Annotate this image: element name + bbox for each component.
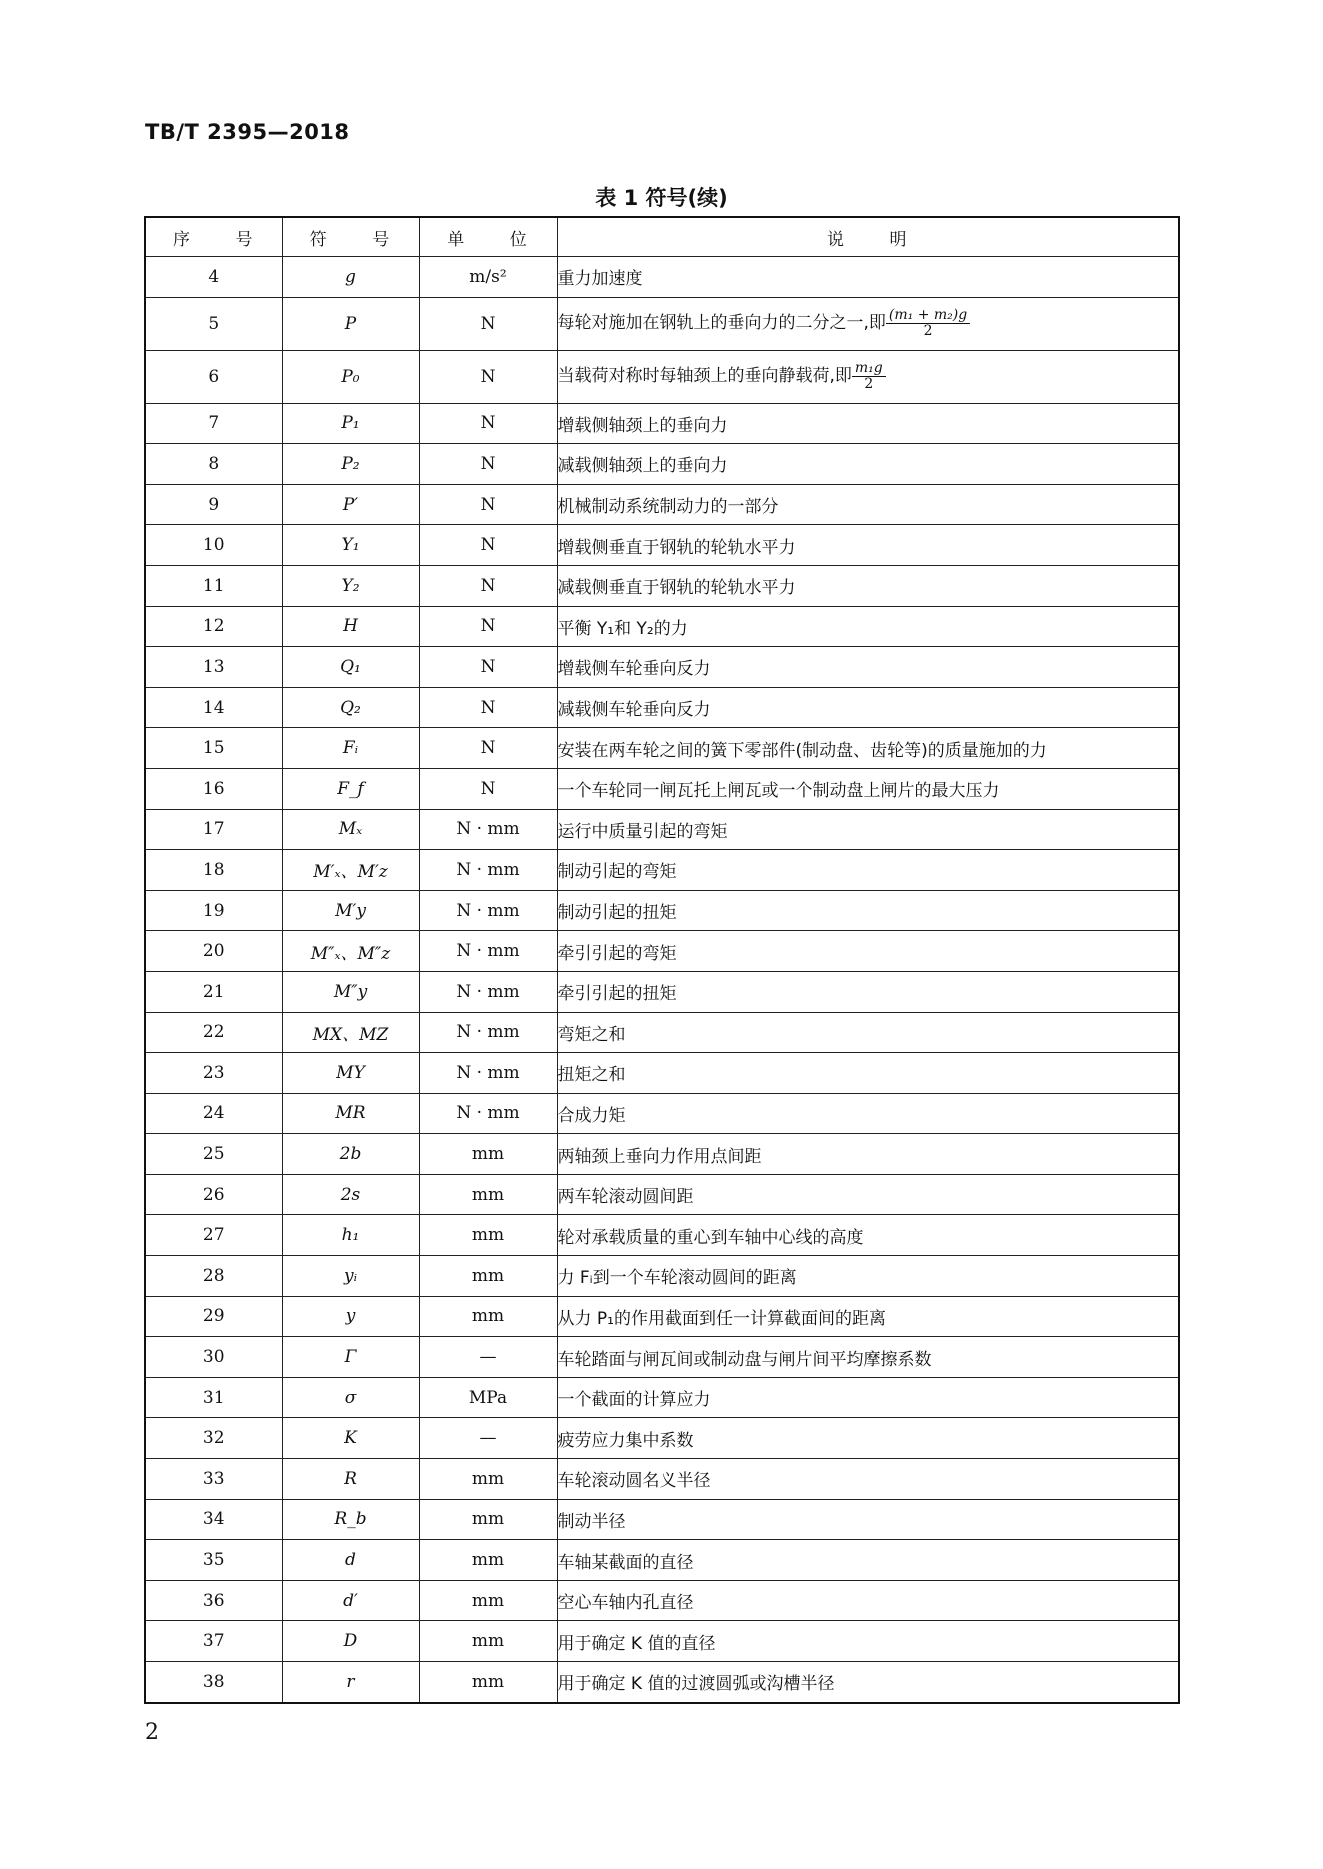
row-number: 9 [145, 484, 282, 525]
row-description [557, 931, 1179, 972]
row-number: 12 [145, 606, 282, 647]
fraction-denominator: 2 [864, 376, 874, 393]
table-row [145, 1499, 1179, 1540]
row-description [557, 768, 1179, 809]
row-description [557, 565, 1179, 606]
row-description [557, 1540, 1179, 1581]
fraction-denominator: 2 [923, 323, 933, 340]
table-row [145, 890, 1179, 931]
row-description [557, 1621, 1179, 1662]
row-unit: m/s² [419, 257, 557, 298]
description-text: 用于确定 K 值的过渡圆弧或沟槽半径 [557, 1674, 835, 1695]
col-header-description: 说 明 [557, 217, 1179, 257]
description-text: 一个车轮同一闸瓦托上闸瓦或一个制动盘上闸片的最大压力 [557, 781, 1000, 802]
table-row [145, 850, 1179, 891]
row-symbol: g [282, 257, 419, 298]
table-row [145, 728, 1179, 769]
row-unit: N · mm [419, 890, 557, 931]
row-description [557, 890, 1179, 931]
table-row [145, 971, 1179, 1012]
row-unit: mm [419, 1621, 557, 1662]
row-number: 5 [145, 297, 282, 350]
table-row [145, 525, 1179, 566]
row-number: 35 [145, 1540, 282, 1581]
description-text: 车轴某截面的直径 [557, 1552, 694, 1573]
description-text: 减载侧垂直于钢轨的轮轨水平力 [557, 578, 796, 599]
table-row [145, 1093, 1179, 1134]
table-row [145, 257, 1179, 298]
table-row [145, 1377, 1179, 1418]
table-row [145, 350, 1179, 403]
table-row [145, 768, 1179, 809]
description-text: 减载侧车轮垂向反力 [557, 700, 711, 721]
row-description [557, 1499, 1179, 1540]
row-symbol: M″y [282, 971, 419, 1012]
row-unit: mm [419, 1174, 557, 1215]
row-description [557, 350, 1179, 403]
row-symbol: MY [282, 1053, 419, 1094]
row-description [557, 809, 1179, 850]
table-row [145, 606, 1179, 647]
row-symbol: σ [282, 1377, 419, 1418]
description-text: 车轮滚动圆名义半径 [557, 1471, 711, 1492]
table-row [145, 1662, 1179, 1703]
row-symbol: 2b [282, 1134, 419, 1175]
row-symbol: K [282, 1418, 419, 1459]
description-text: 牵引引起的扭矩 [557, 984, 677, 1005]
row-symbol: P′ [282, 484, 419, 525]
row-number: 14 [145, 687, 282, 728]
row-description [557, 728, 1179, 769]
row-unit: MPa [419, 1377, 557, 1418]
row-symbol: Q₁ [282, 647, 419, 688]
formula-fraction [852, 361, 886, 391]
table-caption: 表 1 符号(续) [595, 186, 728, 210]
row-symbol: d′ [282, 1580, 419, 1621]
row-description [557, 1093, 1179, 1134]
description-text: 从力 P₁的作用截面到任一计算截面间的距离 [557, 1308, 886, 1329]
description-text: 重力加速度 [557, 269, 643, 290]
row-number: 26 [145, 1174, 282, 1215]
row-number: 34 [145, 1499, 282, 1540]
row-unit: N [419, 525, 557, 566]
row-description [557, 1459, 1179, 1500]
row-number: 21 [145, 971, 282, 1012]
row-unit: N · mm [419, 931, 557, 972]
row-symbol: Y₂ [282, 565, 419, 606]
symbol-table [144, 216, 1180, 1704]
row-unit: — [419, 1337, 557, 1378]
row-description [557, 1296, 1179, 1337]
table-row [145, 931, 1179, 972]
row-symbol: M′ₓ、M′z [282, 850, 419, 891]
description-text: 两轴颈上垂向力作用点间距 [557, 1146, 762, 1167]
row-symbol: H [282, 606, 419, 647]
row-unit: N [419, 403, 557, 444]
row-unit: N [419, 350, 557, 403]
row-number: 16 [145, 768, 282, 809]
row-unit: N [419, 484, 557, 525]
row-number: 38 [145, 1662, 282, 1703]
description-text: 增载侧垂直于钢轨的轮轨水平力 [557, 537, 796, 558]
row-description [557, 1337, 1179, 1378]
row-description [557, 1053, 1179, 1094]
row-unit: mm [419, 1215, 557, 1256]
row-symbol: Γ [282, 1337, 419, 1378]
row-number: 28 [145, 1256, 282, 1297]
row-symbol: d [282, 1540, 419, 1581]
row-unit: N · mm [419, 850, 557, 891]
table-row [145, 1621, 1179, 1662]
row-number: 6 [145, 350, 282, 403]
row-number: 22 [145, 1012, 282, 1053]
row-unit: N [419, 647, 557, 688]
row-description [557, 1134, 1179, 1175]
row-unit: mm [419, 1459, 557, 1500]
table-row [145, 565, 1179, 606]
description-text: 弯矩之和 [557, 1024, 626, 1045]
row-description [557, 403, 1179, 444]
table-row [145, 1174, 1179, 1215]
row-unit: N · mm [419, 1093, 557, 1134]
fraction-numerator: (m₁ + m₂)g [886, 308, 970, 324]
row-description [557, 444, 1179, 485]
description-text: 牵引引起的弯矩 [557, 943, 677, 964]
description-text: 当载荷对称时每轴颈上的垂向静载荷,即 [557, 366, 852, 387]
row-symbol: M′y [282, 890, 419, 931]
row-number: 15 [145, 728, 282, 769]
row-symbol: 2s [282, 1174, 419, 1215]
description-text: 两车轮滚动圆间距 [557, 1187, 694, 1208]
row-symbol: R_b [282, 1499, 419, 1540]
description-text: 空心车轴内孔直径 [557, 1593, 694, 1614]
row-symbol: P₁ [282, 403, 419, 444]
table-row [145, 1459, 1179, 1500]
description-text: 平衡 Y₁和 Y₂的力 [557, 618, 688, 639]
description-text: 安装在两车轮之间的簧下零部件(制动盘、齿轮等)的质量施加的力 [557, 740, 1047, 761]
row-symbol: P [282, 297, 419, 350]
row-number: 24 [145, 1093, 282, 1134]
row-number: 19 [145, 890, 282, 931]
table-row [145, 1296, 1179, 1337]
row-description [557, 606, 1179, 647]
description-text: 减载侧轴颈上的垂向力 [557, 456, 728, 477]
description-text: 机械制动系统制动力的一部分 [557, 497, 779, 518]
row-unit: N [419, 768, 557, 809]
row-symbol: P₂ [282, 444, 419, 485]
table-row [145, 1337, 1179, 1378]
row-number: 10 [145, 525, 282, 566]
row-number: 18 [145, 850, 282, 891]
page-number: 2 [145, 1720, 159, 1745]
table-row [145, 687, 1179, 728]
table-row [145, 1215, 1179, 1256]
row-symbol: MX、MZ [282, 1012, 419, 1053]
row-unit: N [419, 565, 557, 606]
description-text: 合成力矩 [557, 1105, 626, 1126]
row-description [557, 971, 1179, 1012]
row-number: 37 [145, 1621, 282, 1662]
formula-fraction [886, 308, 970, 338]
row-symbol: r [282, 1662, 419, 1703]
table-row [145, 1580, 1179, 1621]
row-unit: N · mm [419, 1053, 557, 1094]
row-unit: mm [419, 1662, 557, 1703]
table-row [145, 809, 1179, 850]
row-description [557, 1215, 1179, 1256]
description-text: 车轮踏面与闸瓦间或制动盘与闸片间平均摩擦系数 [557, 1349, 932, 1370]
row-symbol: yᵢ [282, 1256, 419, 1297]
row-unit: N [419, 728, 557, 769]
row-symbol: Q₂ [282, 687, 419, 728]
description-text: 增载侧车轮垂向反力 [557, 659, 711, 680]
row-number: 27 [145, 1215, 282, 1256]
table-row [145, 1418, 1179, 1459]
row-unit: N [419, 297, 557, 350]
col-header-symbol: 符 号 [282, 217, 419, 257]
row-unit: mm [419, 1296, 557, 1337]
row-description [557, 484, 1179, 525]
row-description [557, 850, 1179, 891]
row-number: 20 [145, 931, 282, 972]
row-symbol: F_f [282, 768, 419, 809]
row-unit: N · mm [419, 971, 557, 1012]
description-text: 制动引起的弯矩 [557, 862, 677, 883]
document-id: TB/T 2395—2018 [145, 120, 350, 144]
row-description [557, 1256, 1179, 1297]
table-row [145, 1256, 1179, 1297]
row-symbol: h₁ [282, 1215, 419, 1256]
row-unit: mm [419, 1540, 557, 1581]
table-row [145, 1012, 1179, 1053]
row-number: 13 [145, 647, 282, 688]
description-text: 制动半径 [557, 1511, 626, 1532]
row-symbol: Mₓ [282, 809, 419, 850]
row-description [557, 257, 1179, 298]
row-description [557, 1418, 1179, 1459]
row-unit: — [419, 1418, 557, 1459]
row-symbol: M″ₓ、M″z [282, 931, 419, 972]
row-symbol: P₀ [282, 350, 419, 403]
row-description [557, 687, 1179, 728]
row-symbol: R [282, 1459, 419, 1500]
row-unit: N [419, 687, 557, 728]
row-unit: mm [419, 1499, 557, 1540]
row-description [557, 647, 1179, 688]
row-description [557, 1377, 1179, 1418]
description-text: 疲劳应力集中系数 [557, 1430, 694, 1451]
col-header-unit: 单 位 [419, 217, 557, 257]
row-number: 25 [145, 1134, 282, 1175]
description-text: 增载侧轴颈上的垂向力 [557, 415, 728, 436]
table-row [145, 1053, 1179, 1094]
col-header-number: 序 号 [145, 217, 282, 257]
row-number: 33 [145, 1459, 282, 1500]
table-row [145, 1134, 1179, 1175]
fraction-numerator: m₁g [852, 361, 886, 377]
table-row [145, 647, 1179, 688]
row-unit: mm [419, 1134, 557, 1175]
row-unit: N [419, 444, 557, 485]
row-description [557, 1662, 1179, 1703]
row-number: 32 [145, 1418, 282, 1459]
row-symbol: Y₁ [282, 525, 419, 566]
description-text: 扭矩之和 [557, 1065, 626, 1086]
table-header-row [145, 217, 1179, 257]
row-description [557, 297, 1179, 350]
row-number: 7 [145, 403, 282, 444]
row-description [557, 1174, 1179, 1215]
row-symbol: Fᵢ [282, 728, 419, 769]
row-symbol: MR [282, 1093, 419, 1134]
row-number: 8 [145, 444, 282, 485]
description-text: 一个截面的计算应力 [557, 1390, 711, 1411]
row-symbol: y [282, 1296, 419, 1337]
row-number: 11 [145, 565, 282, 606]
row-number: 36 [145, 1580, 282, 1621]
row-unit: mm [419, 1580, 557, 1621]
description-text: 运行中质量引起的弯矩 [557, 821, 728, 842]
description-text: 力 Fᵢ到一个车轮滚动圆间的距离 [557, 1268, 797, 1289]
table-row [145, 1540, 1179, 1581]
row-number: 31 [145, 1377, 282, 1418]
row-description [557, 1012, 1179, 1053]
row-description [557, 525, 1179, 566]
row-number: 4 [145, 257, 282, 298]
description-text: 制动引起的扭矩 [557, 903, 677, 924]
table-row [145, 444, 1179, 485]
table-row [145, 297, 1179, 350]
row-symbol: D [282, 1621, 419, 1662]
row-unit: N [419, 606, 557, 647]
row-number: 30 [145, 1337, 282, 1378]
row-unit: N · mm [419, 809, 557, 850]
description-text: 轮对承载质量的重心到车轴中心线的高度 [557, 1227, 864, 1248]
row-number: 17 [145, 809, 282, 850]
description-text: 用于确定 K 值的直径 [557, 1633, 716, 1654]
description-text: 每轮对施加在钢轨上的垂向力的二分之一,即 [557, 313, 886, 334]
row-unit: N · mm [419, 1012, 557, 1053]
table-row [145, 403, 1179, 444]
row-number: 29 [145, 1296, 282, 1337]
row-unit: mm [419, 1256, 557, 1297]
row-number: 23 [145, 1053, 282, 1094]
row-description [557, 1580, 1179, 1621]
table-row [145, 484, 1179, 525]
